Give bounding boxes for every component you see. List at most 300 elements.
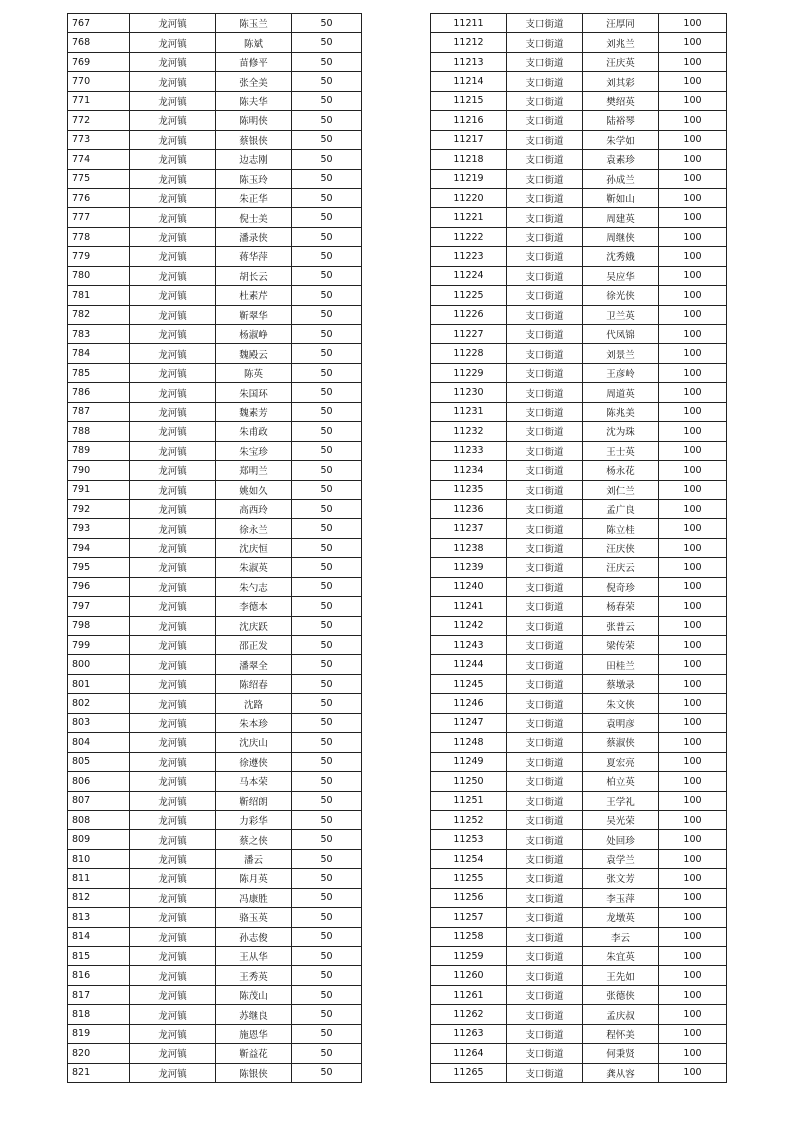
table-row: [68, 286, 362, 305]
amount-cell: 50: [292, 1044, 362, 1063]
township-cell: 支口街道: [507, 208, 583, 227]
name-cell: 孟庆叔: [583, 1005, 659, 1024]
township-cell: 支口街道: [507, 33, 583, 52]
table-row: [68, 733, 362, 752]
name-cell: 陈明侠: [216, 111, 292, 130]
name-cell: 徐遵侠: [216, 752, 292, 771]
amount-cell: 100: [659, 791, 727, 810]
serial-number-cell: 786: [68, 383, 130, 402]
table-row: [68, 72, 362, 91]
township-cell: 龙河镇: [130, 266, 216, 285]
table-row: [431, 849, 727, 868]
township-cell: 龙河镇: [130, 52, 216, 71]
name-cell: 汪庆云: [583, 558, 659, 577]
table-row: [68, 33, 362, 52]
township-cell: 龙河镇: [130, 422, 216, 441]
serial-number-cell: 790: [68, 461, 130, 480]
left-roster-table: [67, 13, 362, 1083]
serial-number-cell: 809: [68, 830, 130, 849]
serial-number-cell: 817: [68, 985, 130, 1004]
township-cell: 支口街道: [507, 402, 583, 421]
name-cell: 沈庆恒: [216, 538, 292, 557]
name-cell: 王秀英: [216, 966, 292, 985]
name-cell: 王彦岭: [583, 363, 659, 382]
table-row: [68, 869, 362, 888]
serial-number-cell: 11244: [431, 655, 507, 674]
amount-cell: 50: [292, 227, 362, 246]
amount-cell: 50: [292, 558, 362, 577]
name-cell: 袁素珍: [583, 150, 659, 169]
township-cell: 龙河镇: [130, 208, 216, 227]
serial-number-cell: 11242: [431, 616, 507, 635]
amount-cell: 50: [292, 461, 362, 480]
amount-cell: 50: [292, 947, 362, 966]
serial-number-cell: 11228: [431, 344, 507, 363]
serial-number-cell: 11218: [431, 150, 507, 169]
name-cell: 杨永花: [583, 461, 659, 480]
township-cell: 龙河镇: [130, 674, 216, 693]
amount-cell: 100: [659, 91, 727, 110]
name-cell: 刘景兰: [583, 344, 659, 363]
serial-number-cell: 11216: [431, 111, 507, 130]
table-row: [431, 597, 727, 616]
serial-number-cell: 11240: [431, 577, 507, 596]
serial-number-cell: 795: [68, 558, 130, 577]
township-cell: 龙河镇: [130, 247, 216, 266]
township-cell: 龙河镇: [130, 150, 216, 169]
amount-cell: 100: [659, 810, 727, 829]
name-cell: 周道英: [583, 383, 659, 402]
name-cell: 朱国环: [216, 383, 292, 402]
township-cell: 龙河镇: [130, 305, 216, 324]
name-cell: 龚从容: [583, 1063, 659, 1082]
table-row: [431, 869, 727, 888]
township-cell: 支口街道: [507, 130, 583, 149]
serial-number-cell: 11265: [431, 1063, 507, 1082]
serial-number-cell: 811: [68, 869, 130, 888]
township-cell: 支口街道: [507, 791, 583, 810]
serial-number-cell: 11232: [431, 422, 507, 441]
serial-number-cell: 11250: [431, 772, 507, 791]
name-cell: 刘兆兰: [583, 33, 659, 52]
table-row: [68, 1044, 362, 1063]
serial-number-cell: 810: [68, 849, 130, 868]
table-row: [431, 927, 727, 946]
table-row: [431, 538, 727, 557]
amount-cell: 50: [292, 33, 362, 52]
table-row: [431, 791, 727, 810]
township-cell: 支口街道: [507, 91, 583, 110]
name-cell: 刘仁兰: [583, 480, 659, 499]
name-cell: 朱勺志: [216, 577, 292, 596]
township-cell: 支口街道: [507, 72, 583, 91]
serial-number-cell: 818: [68, 1005, 130, 1024]
serial-number-cell: 802: [68, 694, 130, 713]
table-row: [68, 188, 362, 207]
amount-cell: 100: [659, 344, 727, 363]
name-cell: 蔡墩录: [583, 674, 659, 693]
table-row: [431, 344, 727, 363]
amount-cell: 100: [659, 869, 727, 888]
table-row: [68, 947, 362, 966]
amount-cell: 50: [292, 441, 362, 460]
amount-cell: 50: [292, 791, 362, 810]
name-cell: 孙成兰: [583, 169, 659, 188]
township-cell: 支口街道: [507, 344, 583, 363]
township-cell: 支口街道: [507, 1044, 583, 1063]
table-row: [431, 674, 727, 693]
township-cell: 支口街道: [507, 441, 583, 460]
serial-number-cell: 11230: [431, 383, 507, 402]
name-cell: 梁传荣: [583, 636, 659, 655]
table-row: [68, 422, 362, 441]
serial-number-cell: 11234: [431, 461, 507, 480]
name-cell: 张文芳: [583, 869, 659, 888]
table-row: [68, 752, 362, 771]
name-cell: 倪士美: [216, 208, 292, 227]
name-cell: 骆玉英: [216, 908, 292, 927]
township-cell: 龙河镇: [130, 363, 216, 382]
name-cell: 李德本: [216, 597, 292, 616]
serial-number-cell: 11259: [431, 947, 507, 966]
table-row: [68, 441, 362, 460]
name-cell: 卫兰英: [583, 305, 659, 324]
table-row: [431, 461, 727, 480]
name-cell: 樊绍英: [583, 91, 659, 110]
serial-number-cell: 11254: [431, 849, 507, 868]
township-cell: 支口街道: [507, 985, 583, 1004]
table-row: [68, 325, 362, 344]
serial-number-cell: 11243: [431, 636, 507, 655]
amount-cell: 50: [292, 325, 362, 344]
name-cell: 徐永兰: [216, 519, 292, 538]
serial-number-cell: 11235: [431, 480, 507, 499]
table-row: [68, 888, 362, 907]
table-row: [68, 52, 362, 71]
name-cell: 潘录侠: [216, 227, 292, 246]
table-row: [431, 72, 727, 91]
township-cell: 龙河镇: [130, 1024, 216, 1043]
serial-number-cell: 11224: [431, 266, 507, 285]
serial-number-cell: 11245: [431, 674, 507, 693]
amount-cell: 100: [659, 402, 727, 421]
name-cell: 陈月英: [216, 869, 292, 888]
table-row: [68, 966, 362, 985]
amount-cell: 100: [659, 188, 727, 207]
amount-cell: 100: [659, 1005, 727, 1024]
table-row: [68, 636, 362, 655]
amount-cell: 100: [659, 422, 727, 441]
amount-cell: 50: [292, 830, 362, 849]
name-cell: 杜素芹: [216, 286, 292, 305]
amount-cell: 50: [292, 150, 362, 169]
township-cell: 支口街道: [507, 830, 583, 849]
township-cell: 龙河镇: [130, 655, 216, 674]
right-roster-table: [430, 13, 727, 1083]
amount-cell: 50: [292, 538, 362, 557]
name-cell: 陈绍春: [216, 674, 292, 693]
serial-number-cell: 775: [68, 169, 130, 188]
township-cell: 支口街道: [507, 1063, 583, 1082]
table-row: [431, 1005, 727, 1024]
township-cell: 支口街道: [507, 305, 583, 324]
township-cell: 支口街道: [507, 597, 583, 616]
amount-cell: 50: [292, 363, 362, 382]
name-cell: 胡长云: [216, 266, 292, 285]
serial-number-cell: 11260: [431, 966, 507, 985]
township-cell: 龙河镇: [130, 441, 216, 460]
serial-number-cell: 798: [68, 616, 130, 635]
township-cell: 龙河镇: [130, 402, 216, 421]
serial-number-cell: 11262: [431, 1005, 507, 1024]
amount-cell: 100: [659, 499, 727, 518]
name-cell: 苏继良: [216, 1005, 292, 1024]
table-row: [68, 150, 362, 169]
serial-number-cell: 792: [68, 499, 130, 518]
amount-cell: 50: [292, 519, 362, 538]
amount-cell: 50: [292, 888, 362, 907]
amount-cell: 50: [292, 597, 362, 616]
name-cell: 陈立桂: [583, 519, 659, 538]
table-row: [431, 188, 727, 207]
table-row: [431, 577, 727, 596]
amount-cell: 50: [292, 14, 362, 33]
amount-cell: 100: [659, 325, 727, 344]
amount-cell: 100: [659, 830, 727, 849]
township-cell: 支口街道: [507, 266, 583, 285]
township-cell: 龙河镇: [130, 480, 216, 499]
township-cell: 龙河镇: [130, 966, 216, 985]
serial-number-cell: 11251: [431, 791, 507, 810]
table-row: [68, 849, 362, 868]
township-cell: 支口街道: [507, 247, 583, 266]
township-cell: 支口街道: [507, 538, 583, 557]
township-cell: 龙河镇: [130, 752, 216, 771]
name-cell: 蔡银侠: [216, 130, 292, 149]
name-cell: 姚如久: [216, 480, 292, 499]
name-cell: 孙志俊: [216, 927, 292, 946]
name-cell: 李云: [583, 927, 659, 946]
serial-number-cell: 11249: [431, 752, 507, 771]
amount-cell: 100: [659, 150, 727, 169]
table-row: [68, 830, 362, 849]
table-row: [68, 130, 362, 149]
name-cell: 靳如山: [583, 188, 659, 207]
name-cell: 张全美: [216, 72, 292, 91]
name-cell: 靳益花: [216, 1044, 292, 1063]
township-cell: 支口街道: [507, 966, 583, 985]
township-cell: 支口街道: [507, 499, 583, 518]
township-cell: 支口街道: [507, 150, 583, 169]
township-cell: 支口街道: [507, 655, 583, 674]
amount-cell: 100: [659, 286, 727, 305]
name-cell: 边志刚: [216, 150, 292, 169]
name-cell: 魏殿云: [216, 344, 292, 363]
serial-number-cell: 767: [68, 14, 130, 33]
table-row: [68, 597, 362, 616]
township-cell: 龙河镇: [130, 908, 216, 927]
table-row: [431, 227, 727, 246]
serial-number-cell: 11252: [431, 810, 507, 829]
amount-cell: 50: [292, 286, 362, 305]
amount-cell: 100: [659, 72, 727, 91]
amount-cell: 50: [292, 208, 362, 227]
township-cell: 龙河镇: [130, 383, 216, 402]
amount-cell: 100: [659, 52, 727, 71]
serial-number-cell: 769: [68, 52, 130, 71]
name-cell: 李玉萍: [583, 888, 659, 907]
township-cell: 龙河镇: [130, 636, 216, 655]
serial-number-cell: 797: [68, 597, 130, 616]
amount-cell: 100: [659, 1024, 727, 1043]
amount-cell: 100: [659, 305, 727, 324]
name-cell: 朱甫政: [216, 422, 292, 441]
table-row: [68, 227, 362, 246]
name-cell: 陆裕琴: [583, 111, 659, 130]
serial-number-cell: 777: [68, 208, 130, 227]
table-row: [431, 655, 727, 674]
township-cell: 支口街道: [507, 908, 583, 927]
name-cell: 朱学如: [583, 130, 659, 149]
township-cell: 支口街道: [507, 733, 583, 752]
amount-cell: 50: [292, 674, 362, 693]
amount-cell: 100: [659, 849, 727, 868]
name-cell: 郑明兰: [216, 461, 292, 480]
township-cell: 龙河镇: [130, 694, 216, 713]
serial-number-cell: 11257: [431, 908, 507, 927]
serial-number-cell: 11223: [431, 247, 507, 266]
serial-number-cell: 11231: [431, 402, 507, 421]
table-row: [431, 966, 727, 985]
serial-number-cell: 11222: [431, 227, 507, 246]
name-cell: 朱宝珍: [216, 441, 292, 460]
table-row: [431, 1044, 727, 1063]
name-cell: 陈茂山: [216, 985, 292, 1004]
name-cell: 田桂兰: [583, 655, 659, 674]
amount-cell: 100: [659, 908, 727, 927]
serial-number-cell: 793: [68, 519, 130, 538]
table-row: [68, 1005, 362, 1024]
township-cell: 龙河镇: [130, 927, 216, 946]
name-cell: 朱文侠: [583, 694, 659, 713]
amount-cell: 50: [292, 713, 362, 732]
table-row: [431, 169, 727, 188]
amount-cell: 50: [292, 111, 362, 130]
table-row: [431, 616, 727, 635]
amount-cell: 50: [292, 577, 362, 596]
name-cell: 王士英: [583, 441, 659, 460]
serial-number-cell: 11215: [431, 91, 507, 110]
table-row: [68, 616, 362, 635]
township-cell: 龙河镇: [130, 14, 216, 33]
serial-number-cell: 11247: [431, 713, 507, 732]
township-cell: 龙河镇: [130, 188, 216, 207]
serial-number-cell: 815: [68, 947, 130, 966]
amount-cell: 100: [659, 130, 727, 149]
table-row: [431, 908, 727, 927]
amount-cell: 50: [292, 869, 362, 888]
township-cell: 支口街道: [507, 810, 583, 829]
amount-cell: 50: [292, 402, 362, 421]
township-cell: 龙河镇: [130, 830, 216, 849]
table-row: [431, 830, 727, 849]
table-row: [431, 694, 727, 713]
name-cell: 杨春荣: [583, 597, 659, 616]
name-cell: 魏素芳: [216, 402, 292, 421]
table-row: [68, 499, 362, 518]
serial-number-cell: 812: [68, 888, 130, 907]
serial-number-cell: 11221: [431, 208, 507, 227]
serial-number-cell: 787: [68, 402, 130, 421]
amount-cell: 100: [659, 772, 727, 791]
amount-cell: 100: [659, 247, 727, 266]
township-cell: 支口街道: [507, 713, 583, 732]
serial-number-cell: 11233: [431, 441, 507, 460]
amount-cell: 50: [292, 130, 362, 149]
name-cell: 张普云: [583, 616, 659, 635]
amount-cell: 50: [292, 169, 362, 188]
name-cell: 沈为珠: [583, 422, 659, 441]
table-row: [431, 52, 727, 71]
amount-cell: 100: [659, 266, 727, 285]
name-cell: 靳翠华: [216, 305, 292, 324]
township-cell: 支口街道: [507, 14, 583, 33]
amount-cell: 100: [659, 674, 727, 693]
name-cell: 周建英: [583, 208, 659, 227]
table-row: [68, 985, 362, 1004]
name-cell: 王先如: [583, 966, 659, 985]
township-cell: 支口街道: [507, 849, 583, 868]
table-row: [68, 1063, 362, 1082]
table-row: [431, 422, 727, 441]
name-cell: 施恩华: [216, 1024, 292, 1043]
amount-cell: 100: [659, 752, 727, 771]
name-cell: 陈英: [216, 363, 292, 382]
serial-number-cell: 11212: [431, 33, 507, 52]
name-cell: 袁明彦: [583, 713, 659, 732]
amount-cell: 50: [292, 908, 362, 927]
township-cell: 龙河镇: [130, 985, 216, 1004]
serial-number-cell: 11211: [431, 14, 507, 33]
amount-cell: 100: [659, 363, 727, 382]
table-row: [68, 519, 362, 538]
table-row: [68, 538, 362, 557]
amount-cell: 100: [659, 538, 727, 557]
amount-cell: 50: [292, 655, 362, 674]
township-cell: 龙河镇: [130, 810, 216, 829]
serial-number-cell: 11248: [431, 733, 507, 752]
table-row: [431, 480, 727, 499]
serial-number-cell: 772: [68, 111, 130, 130]
serial-number-cell: 788: [68, 422, 130, 441]
township-cell: 支口街道: [507, 111, 583, 130]
table-row: [431, 752, 727, 771]
table-row: [68, 1024, 362, 1043]
amount-cell: 100: [659, 111, 727, 130]
name-cell: 汪厚同: [583, 14, 659, 33]
name-cell: 沈秀娥: [583, 247, 659, 266]
name-cell: 朱淑英: [216, 558, 292, 577]
serial-number-cell: 794: [68, 538, 130, 557]
amount-cell: 100: [659, 383, 727, 402]
serial-number-cell: 11264: [431, 1044, 507, 1063]
amount-cell: 50: [292, 733, 362, 752]
table-row: [431, 383, 727, 402]
township-cell: 龙河镇: [130, 733, 216, 752]
serial-number-cell: 783: [68, 325, 130, 344]
township-cell: 龙河镇: [130, 461, 216, 480]
serial-number-cell: 778: [68, 227, 130, 246]
